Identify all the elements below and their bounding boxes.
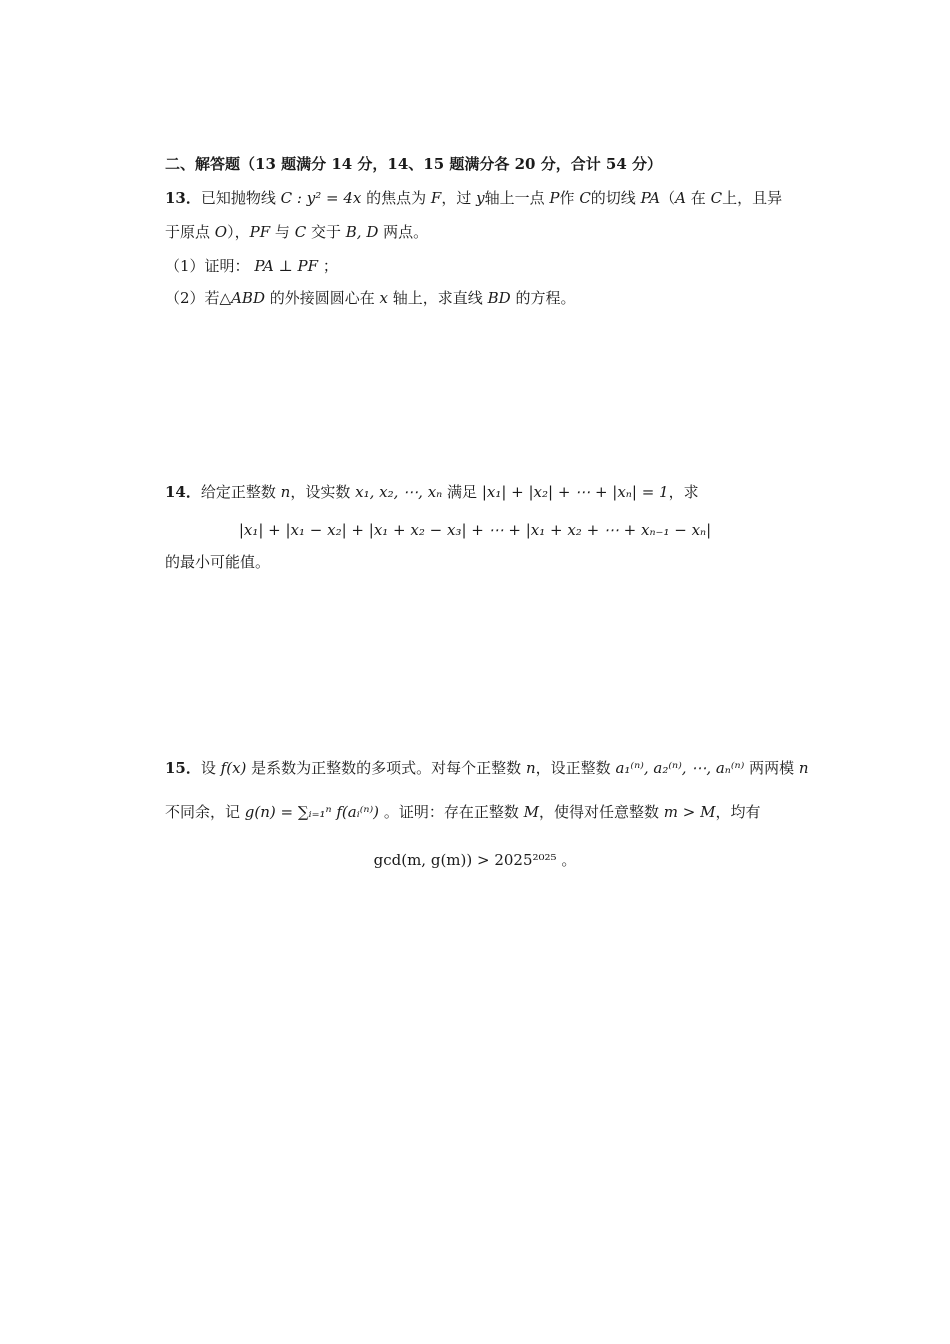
q14-line1 xyxy=(165,480,699,504)
section-title: 二、解答题（13 题满分 14 分，14、15 题满分各 20 分，合计 54 分） xyxy=(165,155,663,173)
q13-number: 13． xyxy=(165,189,201,207)
q13-text: 于原点 xyxy=(165,223,211,241)
q14-text: 满足 xyxy=(447,483,478,501)
q13-text: 的外接圆圆心在 xyxy=(269,289,375,307)
q13-text: 已知抛物线 xyxy=(200,189,276,207)
q15-text: 不同余，记 xyxy=(165,803,241,821)
q13-text: 轴上，求直线 xyxy=(392,289,483,307)
q13-var: PA xyxy=(640,189,661,207)
q15-text: 是系数为正整数的多项式。对每个正整数 xyxy=(251,759,522,777)
q14-expression-formula: |x₁| + |x₁ − x₂| + |x₁ + x₂ − x₃| + ⋯ + |x₁ + x₂ + ⋯ + xₙ₋₁ − xₙ| xyxy=(238,521,712,539)
q14-var: n xyxy=(280,483,291,501)
q13-text: 在 xyxy=(690,189,706,207)
q13-text: 交于 xyxy=(310,223,341,241)
q15-text: 设 xyxy=(200,759,216,777)
q13-part2 xyxy=(165,286,575,310)
q13-part2-label: （2）若 xyxy=(165,289,220,307)
q15-var: n xyxy=(798,759,809,777)
q13-line2 xyxy=(165,220,428,244)
q14-condition: |x₁| + |x₂| + ⋯ + |xₙ| = 1 xyxy=(481,483,669,501)
q15-text: 。证明：存在正整数 xyxy=(383,803,519,821)
q13-var: A xyxy=(675,189,687,207)
q13-text: 上，且异 xyxy=(722,189,783,207)
q14-number: 14． xyxy=(165,483,201,501)
q13-part1-label: （1）证明： xyxy=(165,257,250,275)
q14-text: ，求 xyxy=(668,483,699,501)
q13-text: 的焦点为 xyxy=(366,189,427,207)
q13-var: P xyxy=(549,189,560,207)
q13-text: 两点。 xyxy=(383,223,429,241)
q13-text: （ xyxy=(660,189,676,207)
q15-number: 15． xyxy=(165,759,201,777)
q13-var: C xyxy=(294,223,307,241)
q14-end: 的最小可能值。 xyxy=(165,553,271,571)
q15-line2 xyxy=(165,800,760,824)
q15-inequality: m > M xyxy=(663,803,716,821)
q13-var: y xyxy=(476,189,485,207)
q13-parabola-formula: C : y² = 4x xyxy=(280,189,362,207)
q13-var: B, D xyxy=(345,223,379,241)
q15-fx: f(x) xyxy=(220,759,247,777)
q13-line1 xyxy=(165,186,782,210)
q13-text: ）， xyxy=(227,223,250,241)
q13-triangle: △ABD xyxy=(219,289,265,307)
q15-gn-definition: g(n) = ∑ᵢ₌₁ⁿ f(aᵢ⁽ⁿ⁾) xyxy=(244,803,380,821)
q13-text: 作 xyxy=(559,189,575,207)
q13-text: 与 xyxy=(274,223,290,241)
q15-text: ，设正整数 xyxy=(535,759,611,777)
q13-var: F xyxy=(430,189,442,207)
q15-var: n xyxy=(525,759,536,777)
q15-var: M xyxy=(523,803,539,821)
q13-text: 轴上一点 xyxy=(484,189,545,207)
q13-var: PF xyxy=(249,223,271,241)
q13-text: 的方程。 xyxy=(515,289,576,307)
q15-text: ，均有 xyxy=(715,803,761,821)
q13-text: ； xyxy=(322,257,338,275)
q13-var: x xyxy=(379,289,389,307)
q15-text: 。 xyxy=(561,851,577,869)
q15-final-formula: gcd(m, g(m)) > 2025²⁰²⁵ xyxy=(373,851,557,869)
q14-text: ，设实数 xyxy=(290,483,351,501)
q13-var: C xyxy=(710,189,723,207)
q13-var: C xyxy=(579,189,591,207)
q15-text: 两两模 xyxy=(749,759,795,777)
q15-text: ，使得对任意整数 xyxy=(538,803,659,821)
q13-text: 的切线 xyxy=(590,189,636,207)
q13-var: O xyxy=(214,223,228,241)
q13-text: ，过 xyxy=(441,189,472,207)
q15-line1 xyxy=(165,756,809,780)
q14-variables: x₁, x₂, ⋯, xₙ xyxy=(355,483,443,501)
q13-part1 xyxy=(165,254,338,278)
q14-expression xyxy=(0,518,950,542)
q13-var: BD xyxy=(487,289,511,307)
q13-part1-formula: PA ⊥ PF xyxy=(254,257,319,275)
q14-text: 给定正整数 xyxy=(200,483,276,501)
q15-sequence: a₁⁽ⁿ⁾, a₂⁽ⁿ⁾, ⋯, aₙ⁽ⁿ⁾ xyxy=(615,759,745,777)
q15-final xyxy=(0,848,950,872)
